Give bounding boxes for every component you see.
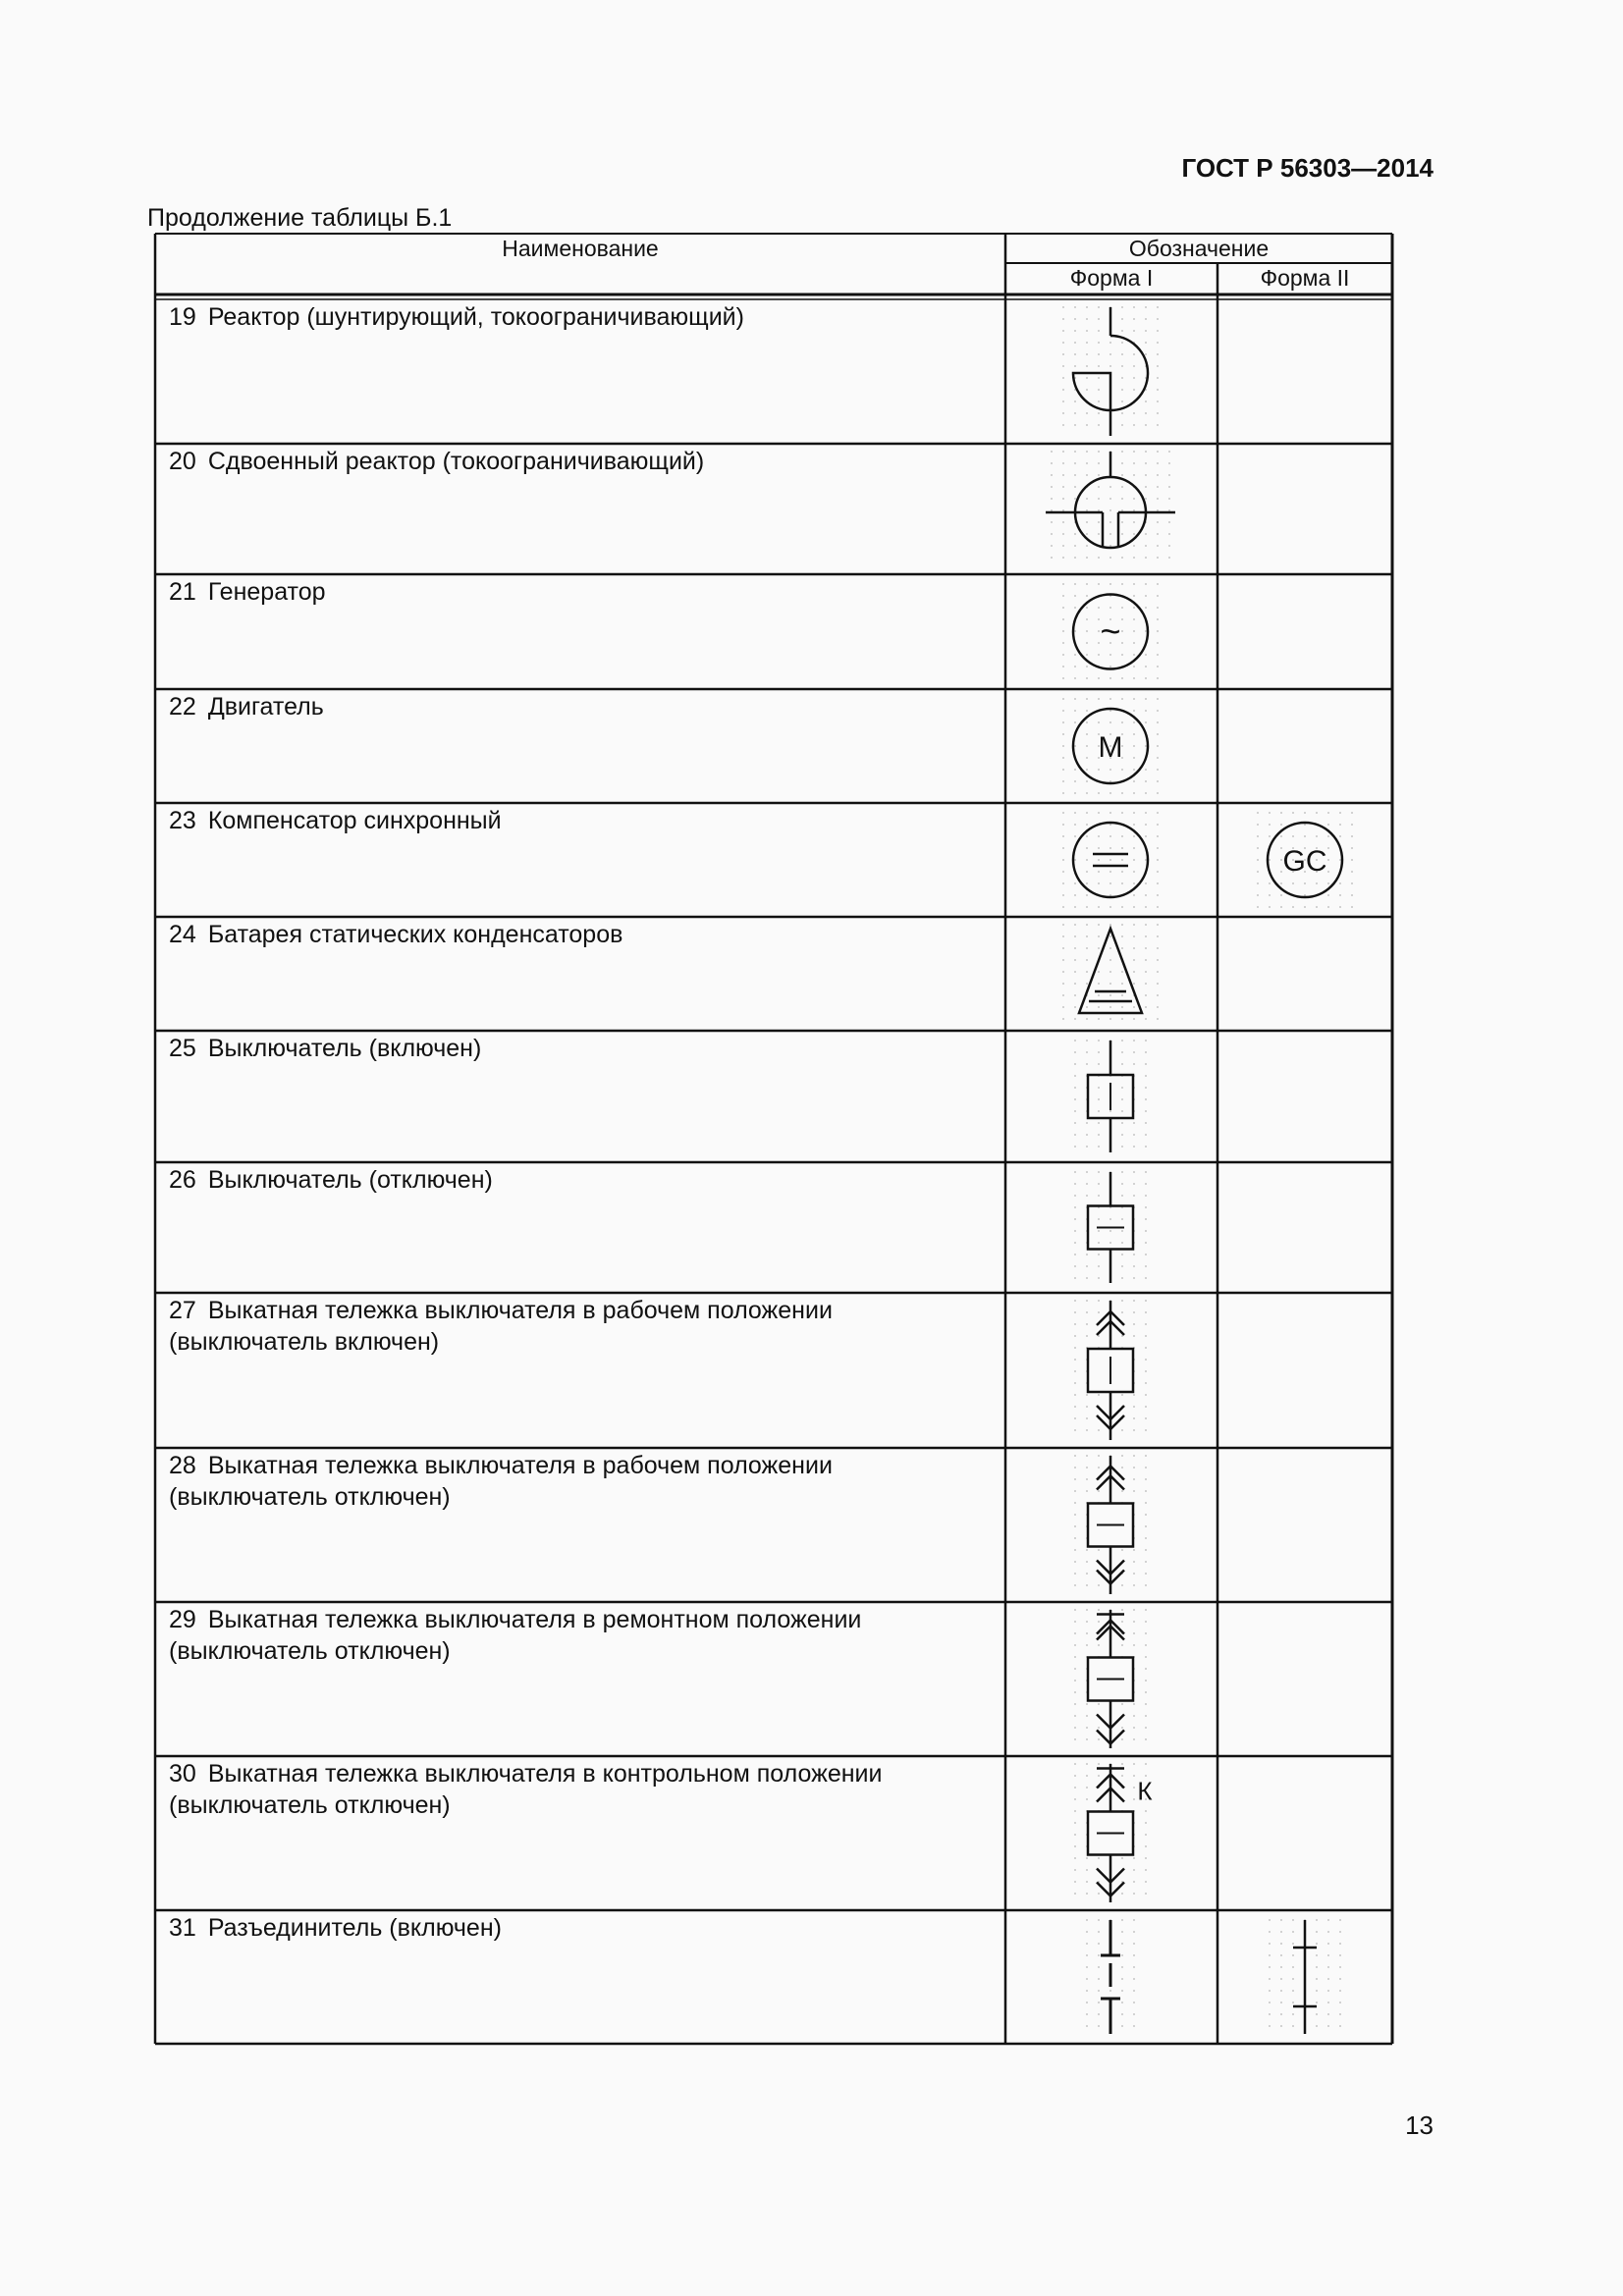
row-name-cell [169,1758,1003,1821]
row-number: 23 [169,807,196,834]
table-row [1074,1300,1147,1440]
row-number: 21 [169,578,196,606]
row-number: 20 [169,448,196,475]
standard-designation: ГОСТ Р 56303—2014 [1181,153,1434,183]
table-row [1062,812,1353,908]
row-number: 31 [169,1914,196,1942]
row-name-continuation: (выключатель отключен) [169,1791,451,1819]
row-name: Батарея статических конденсаторов [207,921,623,948]
row-number: 19 [169,303,196,331]
synchronous-compensator-symbol [1062,812,1159,908]
row-name: Выкатная тележка выключателя в контрольном положении [207,1760,883,1788]
row-number: 27 [169,1297,196,1324]
table-row [1062,924,1159,1020]
row-name: Разъединитель (включен) [207,1914,502,1942]
table-row [1074,1455,1147,1594]
row-name: Двигатель [207,693,324,721]
compensator-form2-label: GC [1282,845,1327,878]
table-row [1074,1171,1147,1283]
page-number: 13 [1405,2110,1434,2140]
row-name-cell [169,446,1003,477]
row-name-continuation: (выключатель отключен) [169,1637,451,1665]
table-row [1086,1919,1341,2034]
header-form2: Форма II [1260,265,1350,291]
table-row [1062,306,1159,436]
header-form1: Форма I [1069,265,1154,291]
table-row [1062,583,1159,679]
table-row [1074,1609,1147,1748]
generator-symbol [1062,583,1159,679]
row-name: Выключатель (включен) [207,1035,482,1062]
row-name-cell [169,576,1003,608]
motor-symbol-label: M [1098,731,1123,764]
table-row [1074,1763,1152,1902]
header-name: Наименование [502,236,659,261]
row-number: 30 [169,1760,196,1788]
row-name: Сдвоенный реактор (токоограничивающий) [207,448,705,475]
withdrawable-repair-off-symbol [1074,1609,1147,1748]
disconnector-on-symbol [1086,1919,1135,2034]
generator-symbol-label: ~ [1100,611,1121,652]
dual-reactor-symbol [1046,451,1175,559]
symbol-grid [1062,924,1159,1020]
motor-symbol [1062,698,1159,794]
row-name-cell [169,1295,1003,1358]
row-name-cell [169,1450,1003,1513]
row-name: Генератор [207,578,326,606]
reactor-symbol [1062,306,1159,436]
disconnector-on-form2-symbol [1269,1919,1341,2034]
row-name-cell [169,1164,1003,1196]
synchronous-compensator-gc-symbol [1257,812,1353,908]
row-number: 24 [169,921,196,948]
row-number: 29 [169,1606,196,1633]
test-position-label: К [1137,1776,1153,1806]
withdrawable-test-off-symbol [1074,1763,1152,1902]
row-name-cell [169,691,1003,722]
header-designation: Обозначение [1128,236,1270,261]
row-name: Реактор (шунтирующий, токоограничивающий) [207,303,744,331]
row-name-cell [169,919,1003,950]
row-name: Выкатная тележка выключателя в рабочем положении [207,1297,833,1324]
row-name-continuation: (выключатель включен) [169,1328,440,1356]
table-row [1062,698,1159,794]
capacitor-bank-symbol [1062,924,1159,1020]
table-row [1046,451,1175,559]
withdrawable-working-on-symbol [1074,1300,1147,1440]
row-name: Компенсатор синхронный [207,807,502,834]
row-name-cell [169,1604,1003,1667]
row-name-cell [169,1912,1003,1944]
row-name: Выкатная тележка выключателя в рабочем положении [207,1452,833,1479]
breaker-off-symbol [1074,1171,1147,1283]
row-name-continuation: (выключатель отключен) [169,1483,451,1511]
row-number: 25 [169,1035,196,1062]
row-name-cell [169,1033,1003,1064]
withdrawable-working-off-symbol [1074,1455,1147,1594]
table-caption: Продолжение таблицы Б.1 [147,204,453,232]
row-name: Выкатная тележка выключателя в ремонтном положении [207,1606,862,1633]
row-name-cell [169,301,1003,333]
table-row [1074,1040,1147,1152]
breaker-on-symbol [1074,1040,1147,1152]
row-name-cell [169,805,1003,836]
row-name: Выключатель (отключен) [207,1166,493,1194]
row-number: 26 [169,1166,196,1194]
row-number: 22 [169,693,196,721]
row-number: 28 [169,1452,196,1479]
symbol-grid [1062,812,1159,908]
